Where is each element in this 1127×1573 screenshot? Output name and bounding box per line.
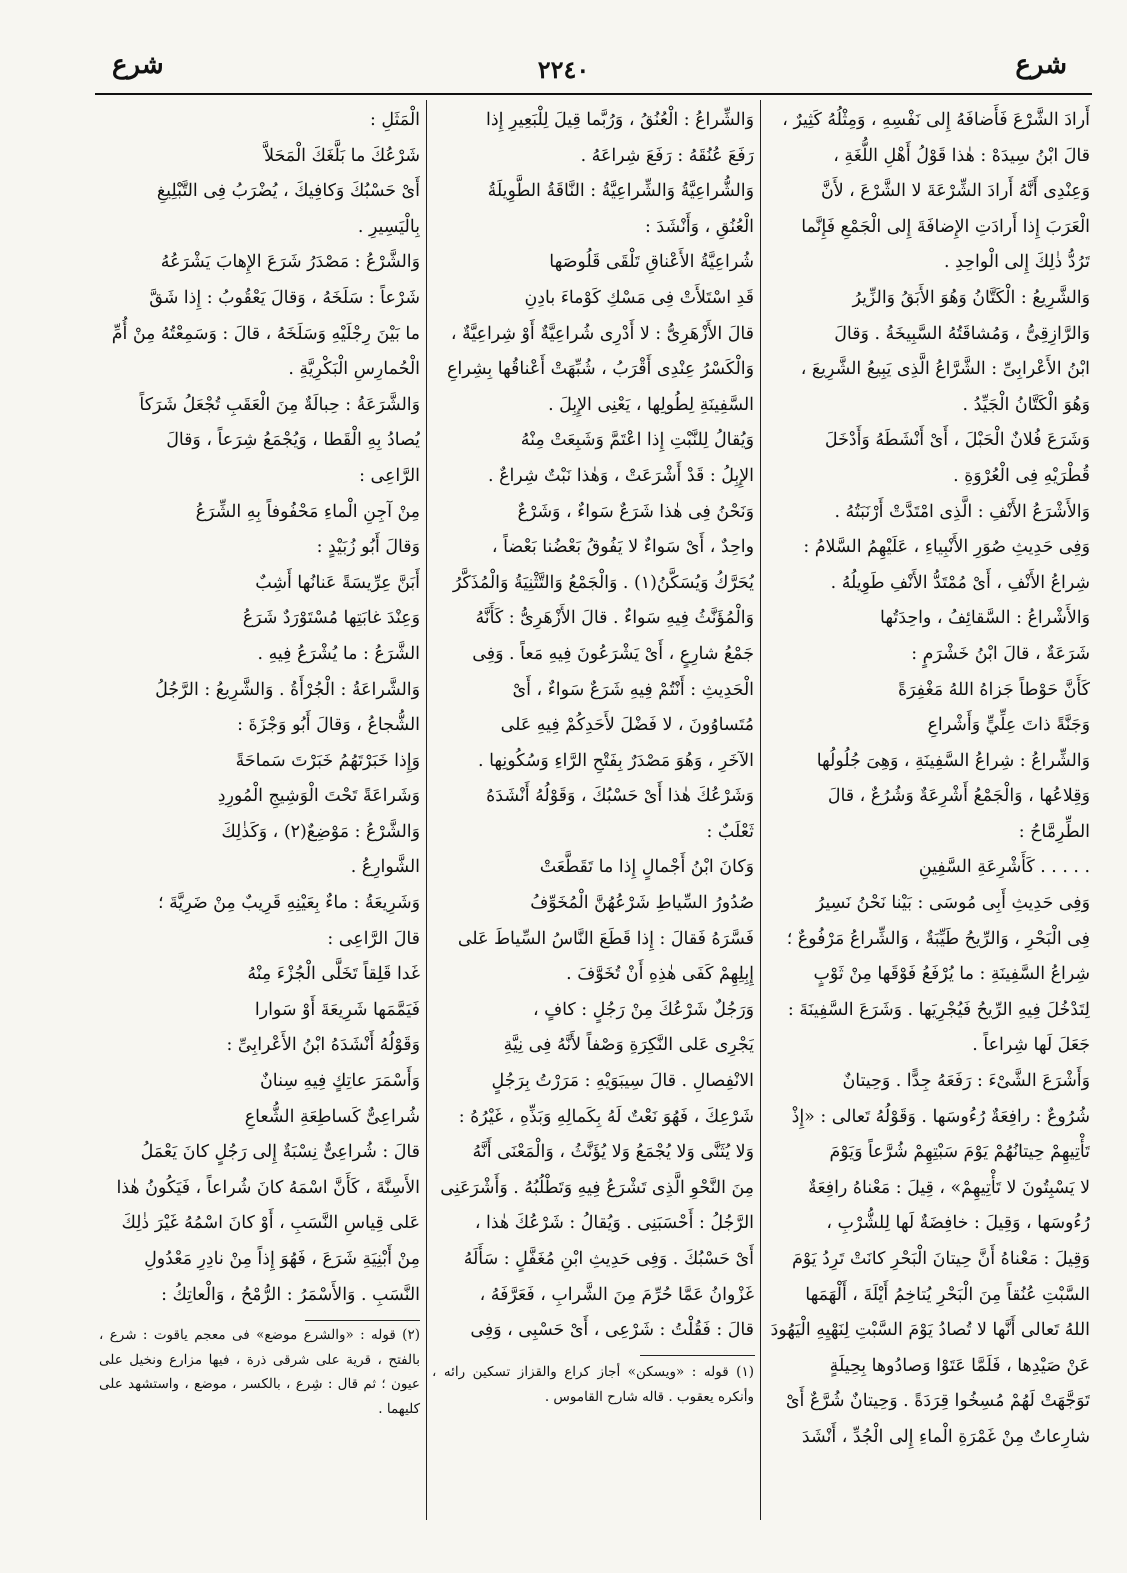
text-line: الانْفِصالِ . قالَ سِيبَوَيْهِ : مَرَرْتُ بِرَجُلٍ xyxy=(491,1071,754,1092)
text-line: جَعَلَ لَها شِراعاً . xyxy=(972,1035,1090,1056)
text-line: وَشَرِيعَةُ : ماءٌ بِعَيْنِهِ قَرِيبٌ مِنْ ضَرِيَّةَ ؛ xyxy=(158,893,420,914)
text-line: جَمْعُ شارِعٍ ، أَىْ يَشْرَعُونَ فِيهِ مَعاً . وَفِى xyxy=(472,643,754,664)
text-line: الْحَدِيثِ : أَنْتُمْ فِيهِ شَرَعٌ سَواءٌ ، أَىْ xyxy=(512,679,754,700)
column-divider xyxy=(426,100,427,1520)
text-line: الشَّوارِعُ . xyxy=(350,857,420,878)
text-line: ابْنُ الأَعْرابِىِّ : الشَّرَّاعُ الَّذِى يَبِيعُ الشَّرِيعَ ، xyxy=(800,359,1090,380)
text-line: الرَّجُلُ : أَحْسَبَنِى . وَيُقالُ : شَرْعُكَ هٰذا ، xyxy=(474,1213,754,1234)
text-line: وَأَسْمَرَ عاتِكٍ فِيهِ سِنانٌ xyxy=(260,1071,420,1092)
text-line: قالَ الرَّاعِى : xyxy=(327,928,420,949)
text-line: الرَّاعِى : xyxy=(359,465,420,486)
text-line: وَقِيلَ : مَعْناهُ أَنَّ حِيتانَ الْبَحْرِ كانَتْ تَرِدُ يَوْمَ xyxy=(792,1249,1090,1269)
text-line: وَالشَّرِيعُ : الْكَتَّانُ وَهُوَ الأَبَقُ وَالزِّيرُ xyxy=(852,287,1090,308)
text-line: شُرُوعٌ : رافِعَةٌ رُءُوسَها . وَقَوْلُهُ تَعالى : «إِذْ xyxy=(791,1106,1090,1127)
text-line: شَرْعُكَ ما بَلَّغَكَ الْمَحَلاَّ xyxy=(264,145,420,166)
text-line: يُحَرَّكُ وَيُسَكَّنُ(١) . وَالْجَمْعُ وَالتَّثْنِيَةُ وَالْمُذَكَّرُ xyxy=(452,572,754,593)
text-line: الْعُنُقِ ، وَأَنْشَدَ : xyxy=(644,216,754,237)
text-line: وَيُقالُ لِلنَّبْتِ إِذا اعْتَمَّ وَشَبِعَتْ مِنْهُ xyxy=(520,430,754,451)
text-line: الإِبِلُ : قَدْ أَشْرَعَتْ ، وَهٰذا نَبْتٌ شِراعٌ . xyxy=(488,465,754,486)
footnote-left: (٢) قوله : «والشرع موضع» فى معجم ياقوت : شرع ، بالفتح ، قرية على شرقى ذرة ، فيها مزارع ونخيل على عيون ؛ ثم قال : شِرع ، بالكسر ، موضع ، واستشهد على كليهما . xyxy=(99,1327,420,1417)
text-line: عَنْ صَيْدِها ، فَلَمَّا عَتَوْا وَصادُوها بِحِيلَةٍ xyxy=(829,1355,1090,1376)
text-line: وَفِى حَدِيثِ أَبِى مُوسَى : بَيْنا نَحْنُ نَسِيرُ xyxy=(815,893,1090,914)
page-number: ٢٢٤٠ xyxy=(537,55,590,84)
text-line: فَيَمَّمَها شَرِيعَةَ أَوْ سَوارا xyxy=(254,999,420,1020)
text-line: لِتَدْخُلَ فِيهِ الرِّيحُ فَيُجْرِيَها . وَشَرَعَ السَّفِينَةَ : xyxy=(787,999,1090,1020)
text-line: وَأَشْرَعَ الشَّىْءَ : رَفَعَهُ جِدًّا . وَحِيتانٌ xyxy=(842,1071,1090,1092)
text-line: شُراعِىٌّ كَساطِعَةِ الشُّعاعِ xyxy=(244,1106,420,1127)
text-line: مُتَساوُونَ ، لا فَضْلَ لأَحَدِكُمْ فِيهِ عَلى xyxy=(500,715,754,736)
text-line: اللهُ تَعالى أَنَّها لا تُصادُ يَوْمَ السَّبْتِ لِنَهْيِهِ الْيَهُودَ xyxy=(770,1320,1090,1341)
text-line: شُراعِيَّةُ الأَعْناقِ تَلْقَى قَلُوصَها xyxy=(549,252,754,273)
column-right xyxy=(765,103,1090,1513)
text-line: مِنْ أَبْنِيَةِ شَرَعَ ، فَهُوَ إِذاً مِنْ نادِرِ مَعْدُولِ xyxy=(144,1249,420,1269)
text-line: وَلا يُثَنَّى وَلا يُجْمَعُ وَلا يُؤَنَّثُ ، وَالْمَعْنَى أَنَّهُ xyxy=(472,1142,754,1163)
text-line: شَرَعَةٌ ، قالَ ابْنُ خَشْرَمٍ : xyxy=(911,643,1090,664)
text-line: الشَّرَعُ : ما يُشْرَعُ فِيهِ . xyxy=(257,643,420,664)
text-line: قُطْرَيْهِ فِى الْعُرْوَةِ . xyxy=(953,465,1090,486)
text-line: الطِّرِمَّاحُ : xyxy=(1018,821,1090,842)
header-rule xyxy=(95,93,1092,95)
text-line: فِى الْبَحْرِ ، وَالرِّيحُ طَيِّبَةٌ ، وَالشِّراعُ مَرْفُوعٌ ؛ xyxy=(786,928,1090,949)
text-line: الْحُمارِسِ الْبَكْرِيَّةِ . xyxy=(288,359,420,380)
header-keyword-right: شرع xyxy=(1015,50,1067,80)
text-line: غَدا قَلِقاً تَخَلَّى الْجُزْءَ مِنْهُ xyxy=(247,964,420,985)
text-line: لا يَسْبِتُونَ لا تَأْتِيهِمْ» ، قِيلَ : مَعْناهُ رافِعَةٌ xyxy=(808,1177,1090,1198)
text-line: يُصادُ بِهِ الْقَطا ، وَيُجْمَعُ شِرَعاً ، وَقالَ xyxy=(166,430,420,451)
text-line: عَلى قِياسِ النَّسَبِ ، أَوْ كانَ اسْمُهُ غَيْرَ ذٰلِكَ xyxy=(121,1213,420,1234)
column-left xyxy=(99,103,420,1318)
text-line: الْعَرَبَ إِذا أَرادَتِ الإِضافَةَ إِلى الْجَمْعِ فَإِنَّما xyxy=(801,216,1090,237)
text-line: صُدُورُ السِّياطِ شَرْعُهُنَّ الْمُخَوِّفُ xyxy=(530,893,754,914)
text-line: شِراعُ السَّفِينَةِ : ما يُرْفَعُ فَوْقَها مِنْ ثَوْبٍ xyxy=(813,964,1090,985)
text-line: وَالأَشْرَعُ الأَنْفِ : الَّذِى امْتَدَّتْ أَرْنَبَتُهُ . xyxy=(834,501,1090,522)
text-line: وَنَحْنُ فِى هٰذا شَرَعٌ سَواءٌ ، وَشَرْعٌ xyxy=(517,501,754,522)
text-line: بِالْيَسِيرِ . xyxy=(357,216,420,237)
text-line: قالَ : شُراعِىٌّ نِسْبَةٌ إِلى رَجُلٍ كانَ يَعْمَلُ xyxy=(140,1142,420,1163)
text-line: وَالشُّراعِيَّةُ وَالشِّراعِيَّةُ : النَّاقَةُ الطَّوِيلَةُ xyxy=(487,181,754,202)
text-line: وَالْمُؤَنَّثُ فِيهِ سَواءٌ . قالَ الأَزْهَرِىُّ : كَأَنَّهُ xyxy=(475,608,754,629)
text-line: غَزْوانُ عَمَّا حُرِّمَ مِنَ الشَّرابِ ، فَعَرَّفَهُ ، xyxy=(479,1284,754,1305)
text-line: ثَعْلَبٌ : xyxy=(706,821,754,842)
text-line: مِنَ النَّحْوِ الَّذِى تَشْرَعُ فِيهِ وَتَطْلُبُهُ . وَأَشْرَعَنِى xyxy=(440,1177,754,1198)
text-line: وَالشَّراعَةُ : الْجُرْأَةُ . وَالشَّرِيعُ : الرَّجُلُ xyxy=(155,679,420,700)
text-line: تَوَجَّهَتْ لَهُمْ مُسِخُوا قِرَدَةً . وَحِيتانٌ شُرَّعٌ أَىْ xyxy=(785,1391,1090,1412)
text-line: يَجْرِى عَلى النَّكِرَةِ وَصْفاً لأَنَّهُ فِى نِيَّةِ xyxy=(503,1035,754,1056)
text-line: وَعِنْدِى أَنَّهُ أَرادَ الشِّرْعَةَ لا الشَّرْعَ ، لأَنَّ xyxy=(820,181,1090,202)
text-line: وَالرَّازِقِىُّ ، وَمُشاقَتُهُ السَّبِيخَةُ . وَقالَ xyxy=(834,323,1090,344)
text-line: وَهُوَ الْكَتَّانُ الْجَيِّدُ . xyxy=(962,394,1090,415)
text-line: إِبِلِهِمْ كَفَى هٰذِهِ أَنْ تُخَوَّفَ . xyxy=(566,964,754,985)
text-line: وَعِنْدَ غابَتِها مُسْتَوْرَدٌ شَرَعُ xyxy=(242,608,420,629)
text-line: وَالأَشْراعُ : السَّقائِفُ ، واحِدَتُها xyxy=(880,608,1090,629)
text-line: وَرَجُلٌ شَرْعُكَ مِنْ رَجُلٍ : كافٍ ، xyxy=(532,999,754,1020)
text-line: أَىْ حَسْبُكَ وَكافِيكَ ، يُضْرَبُ فِى التَّبْلِيغِ xyxy=(156,181,420,202)
text-line: قالَ : فَقُلْتُ : شَرْعِى ، أَىْ حَسْبِى ، وَفِى xyxy=(470,1320,754,1341)
text-line: أَرادَ الشَّرْعَ فَأَضافَهُ إِلى نَفْسِهِ ، وَمِثْلُهُ كَثِيرٌ ، xyxy=(782,110,1090,130)
text-line: واحِدٌ ، أَىْ سَواءٌ لا يَفُوقُ بَعْضُنا بَعْضاً ، xyxy=(491,537,754,558)
text-line: وَالْكَسْرُ عِنْدِى أَقْرَبُ ، شُبِّهَتْ أَعْناقُها بِشِراعِ xyxy=(447,359,754,380)
text-line: السَّفِينَةِ لِطُولِها ، يَعْنِى الإِبِلَ . xyxy=(548,394,754,415)
text-line: الشُّجاعُ ، وَقالَ أَبُو وَجْزَةَ : xyxy=(237,715,420,736)
text-line: شَرْعِكَ ، فَهُوَ نَعْتٌ لَهُ بِكَمالِهِ وَبَذِّهِ ، غَيْرُهُ : xyxy=(458,1106,754,1127)
text-line: شَرْعاً : سَلَخَهُ ، وَقالَ يَعْقُوبُ : إِذا شَقَّ xyxy=(149,287,420,308)
text-line: وَالشَّرْعُ : مَصْدَرُ شَرَعَ الإِهابَ يَشْرَعُهُ xyxy=(160,252,420,273)
text-line: وَقالَ أَبُو زُبَيْدٍ : xyxy=(316,537,420,558)
text-line: أَبَنَّ عِرِّيسَةً عَنانُها أَشِبٌ xyxy=(255,572,420,593)
text-line: وَشَرْعُكَ هٰذا أَىْ حَسْبُكَ ، وَقَوْلُهُ أَنْشَدَهُ xyxy=(486,786,754,807)
text-line: شِراعُ الأَنْفِ ، أَىْ مُمْتَدُّ الأَنْفِ طَوِيلُهُ . xyxy=(830,572,1090,593)
text-line: وَإِذا خَبَرْتَهُمُ خَبَرْتَ سَماحَةً xyxy=(235,750,420,771)
text-line: وَقَوْلُهُ أَنْشَدَهُ ابْنُ الأَعْرابِىِّ : xyxy=(226,1035,420,1056)
text-line: قالَ الأَزْهَرِىُّ : لا أَدْرِى شُراعِيَّةٌ أَوْ شِراعِيَّةٌ ، xyxy=(450,323,754,344)
text-line: تَرُدُّ ذٰلِكَ إِلى الْواحِدِ . xyxy=(944,252,1090,273)
text-line: قَدِ اسْتَلأَتْ فِى مَسْكِ كَوْماءَ بادِنِ xyxy=(524,287,754,308)
text-line: وَالشِّراعُ : الْعُنُقُ ، وَرُبَّما قِيلَ لِلْبَعِيرِ إِذا xyxy=(486,110,754,130)
text-line: ما بَيْنَ رِجْلَيْهِ وَسَلَخَهُ ، قالَ : وَسَمِعْتُهُ مِنْ أُمِّ xyxy=(111,323,420,344)
text-line: وَشَرَعَ فُلانٌ الْحَبْلَ ، أَىْ أَنْشَطَهُ وَأَدْخَلَ xyxy=(824,430,1090,451)
text-line: قالَ ابْنُ سِيدَهْ : هٰذا قَوْلُ أَهْلِ اللُّغَةِ ، xyxy=(833,145,1090,166)
text-line: وَشَراعَةً تَحْتَ الْوَشِيجِ الْمُورِدِ xyxy=(217,786,420,807)
text-line: تَأْتِيهِمْ حِيتانُهُمْ يَوْمَ سَبْتِهِمْ شُرَّعاً وَيَوْمَ xyxy=(829,1142,1090,1163)
text-line: رَفَعَ عُنُقَهُ : رَفَعَ شِراعَهُ . xyxy=(580,145,754,166)
text-line: النَّسَبِ . وَالأَسْمَرُ : الرُّمْحُ ، وَالْعاتِكُ : xyxy=(161,1284,420,1305)
text-line: شارِعاتٌ مِنْ غَمْرَةِ الْماءِ إِلى الْجُدِّ ، أَنْشَدَ xyxy=(801,1426,1090,1447)
text-line: مِنْ آجِنِ الْماءِ مَحْفُوفاً بِهِ الشِّرَعُ xyxy=(195,501,420,522)
column-middle xyxy=(432,103,754,1353)
text-line: السَّبْتِ عُنُقاً مِنَ الْبَحْرِ يُتاخِمُ أَيْلَةَ ، أَلْهَمَها xyxy=(805,1284,1090,1305)
text-line: وَفِى حَدِيثِ صُوَرِ الأَنْبِياءِ ، عَلَيْهِمُ السَّلامُ : xyxy=(803,537,1090,558)
text-line: كَأَنَّ حَوْطاً جَزاهُ اللهُ مَغْفِرَةً xyxy=(897,679,1090,700)
text-line: وَقِلاعُها ، وَالْجَمْعُ أَشْرِعَةٌ وَشُرُعٌ ، قالَ xyxy=(827,786,1090,807)
text-line: رُءُوسَها ، وَقِيلَ : خافِضَةٌ لَها لِلشُّرْبِ ، xyxy=(826,1213,1090,1234)
text-line: وَالشِّراعُ : شِراعُ السَّفِينَةِ ، وَهِىَ جُلُولُها xyxy=(816,750,1090,771)
text-line: وَكانَ ابْنُ أَجْمالٍ إِذا ما تَقَطَّعَتْ xyxy=(539,857,754,878)
text-line: . . . . . كَأَشْرِعَةِ السَّفِينِ xyxy=(918,857,1090,878)
text-line: وَالشَّرْعُ : مَوْضِعٌ(٢) ، وَكَذٰلِكَ xyxy=(221,821,420,842)
text-line: وَالشَّرَعَةُ : حِبالَةٌ مِنَ الْعَقَبِ تُجْعَلُ شَرَكاً xyxy=(139,394,420,415)
footnote-rule xyxy=(305,1320,420,1321)
footnote-middle: (١) قوله : «ويسكن» أجاز كراع والقزاز تسكين رائه ، وأنكره يعقوب . قاله شارح القاموس . xyxy=(432,1364,754,1405)
text-line: فَسَّرَهُ فَقالَ : إِذا قَطَعَ النَّاسُ السِّياطَ عَلى xyxy=(457,928,754,949)
text-line: أَىْ حَسْبُكَ . وَفِى حَدِيثِ ابْنِ مُغَفَّلٍ : سَأَلَهُ xyxy=(463,1249,754,1269)
text-line: الآخَرِ ، وَهُوَ مَصْدَرٌ بِفَتْحِ الرَّاءِ وَسُكُونِها . xyxy=(478,750,754,771)
column-divider xyxy=(760,100,761,1520)
page-header xyxy=(0,0,1127,100)
text-line: وَجَنَّةً ذاتَ عِلِّيٍّ وَأَشْراعِ xyxy=(927,715,1090,736)
text-line: الأَسِنَّةَ ، كَأَنَّ اسْمَهُ كانَ شُراعاً ، فَيَكُونُ هٰذا xyxy=(116,1177,420,1198)
footnote-rule xyxy=(640,1355,755,1356)
text-line: الْمَثَلِ : xyxy=(370,110,420,130)
header-keyword-left: شرع xyxy=(112,50,164,80)
